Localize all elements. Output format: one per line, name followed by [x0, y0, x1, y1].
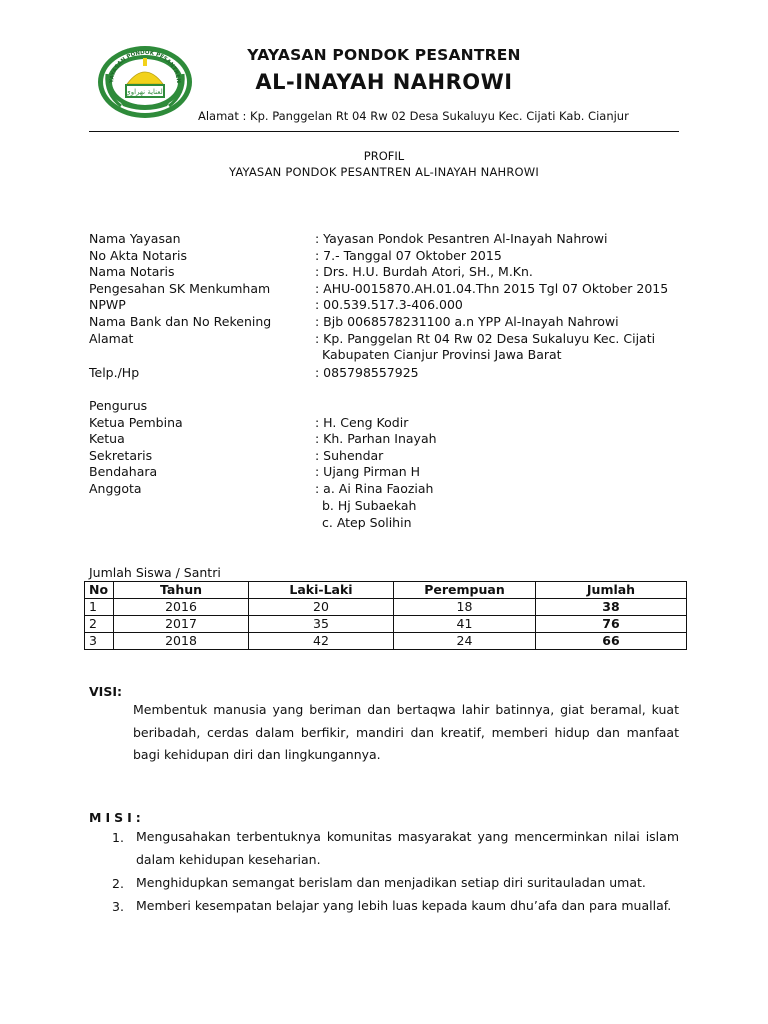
letterhead-line1: YAYASAN PONDOK PESANTREN	[247, 46, 521, 64]
info-value: : Drs. H.U. Burdah Atori, SH., M.Kn.	[315, 264, 533, 279]
mission-number: 2.	[112, 876, 124, 891]
mission-item: Mengusahakan terbentuknya komunitas masyarakat yang mencerminkan nilai islam dalam kehidupan keseharian.	[136, 829, 679, 867]
info-value: : AHU-0015870.AH.01.04.Thn 2015 Tgl 07 Oktober 2015	[315, 281, 669, 296]
table-cell: 35	[249, 616, 394, 633]
info-value: : 7.- Tanggal 07 Oktober 2015	[315, 248, 502, 263]
mission-heading: MISI:	[89, 810, 145, 825]
table-header-cell: Tahun	[114, 582, 249, 599]
info-label: Pengesahan SK Menkumham	[89, 281, 271, 296]
board-label: Ketua Pembina	[89, 415, 183, 430]
logo-emblem-icon	[97, 44, 193, 120]
table-header-cell: Jumlah	[536, 582, 687, 599]
table-cell: 38	[536, 599, 687, 616]
table-cell: 66	[536, 633, 687, 650]
student-count-table	[84, 581, 687, 650]
board-heading: Pengurus	[89, 398, 148, 413]
info-label: Telp./Hp	[89, 365, 140, 380]
board-value: : Suhendar	[315, 448, 384, 463]
table-row	[85, 616, 687, 633]
info-value: : 00.539.517.3-406.000	[315, 297, 463, 312]
logo-arabic-text: العناية نهراوي	[125, 88, 165, 96]
info-value-continued: Kabupaten Cianjur Provinsi Jawa Barat	[322, 347, 562, 362]
board-label: Anggota	[89, 481, 142, 496]
table-header-row	[85, 582, 687, 599]
board-label: Bendahara	[89, 464, 158, 479]
info-value: : Yayasan Pondok Pesantren Al-Inayah Nahrowi	[315, 231, 608, 246]
info-label: Alamat	[89, 331, 134, 346]
mission-item: Menghidupkan semangat berislam dan menjadikan setiap diri suritauladan umat.	[136, 875, 646, 890]
table-cell: 18	[394, 599, 536, 616]
table-cell: 24	[394, 633, 536, 650]
vision-heading: VISI:	[89, 684, 122, 699]
info-value: : Bjb 0068578231100 a.n YPP Al-Inayah Nahrowi	[315, 314, 619, 329]
board-value-continued: c. Atep Solihin	[322, 515, 412, 530]
mission-number: 1.	[112, 830, 124, 845]
info-value: : 085798557925	[315, 365, 419, 380]
info-label: Nama Notaris	[89, 264, 175, 279]
vision-text: Membentuk manusia yang beriman dan bertaqwa lahir batinnya, giat beramal, kuat beribadah, cerdas dalam berfikir, mandiri dan kreatif, memberi hidup dan manfaat bagi kehidupan diri dan lingkungannya.	[133, 702, 679, 762]
table-cell: 2017	[114, 616, 249, 633]
info-value: : Kp. Panggelan Rt 04 Rw 02 Desa Sukaluyu Kec. Cijati	[315, 331, 656, 346]
letterhead-divider	[89, 131, 679, 132]
table-cell: 2018	[114, 633, 249, 650]
board-value: : Ujang Pirman H	[315, 464, 421, 479]
table-cell: 41	[394, 616, 536, 633]
table-cell: 42	[249, 633, 394, 650]
info-label: Nama Bank dan No Rekening	[89, 314, 272, 329]
profile-subtitle: YAYASAN PONDOK PESANTREN AL-INAYAH NAHROWI	[229, 165, 539, 179]
mission-item: Memberi kesempatan belajar yang lebih luas kepada kaum dhu’afa dan para muallaf.	[136, 898, 672, 913]
board-value: : Kh. Parhan Inayah	[315, 431, 437, 446]
table-cell: 20	[249, 599, 394, 616]
letterhead-line2: AL-INAYAH NAHROWI	[255, 70, 513, 94]
table-cell: 1	[85, 599, 114, 616]
table-header-cell: No	[85, 582, 114, 599]
table-row	[85, 599, 687, 616]
table-header-cell: Laki-Laki	[249, 582, 394, 599]
info-label: Nama Yayasan	[89, 231, 181, 246]
table-header-cell: Perempuan	[394, 582, 536, 599]
table-cell: 76	[536, 616, 687, 633]
mission-number: 3.	[112, 899, 124, 914]
board-label: Sekretaris	[89, 448, 153, 463]
info-label: NPWP	[89, 297, 126, 312]
letterhead-address: Alamat : Kp. Panggelan Rt 04 Rw 02 Desa Sukaluyu Kec. Cijati Kab. Cianjur	[198, 109, 629, 123]
info-label: No Akta Notaris	[89, 248, 187, 263]
board-value: : a. Ai Rina Faoziah	[315, 481, 434, 496]
table-caption: Jumlah Siswa / Santri	[89, 565, 221, 580]
table-cell: 3	[85, 633, 114, 650]
board-value: : H. Ceng Kodir	[315, 415, 409, 430]
table-row	[85, 633, 687, 650]
board-label: Ketua	[89, 431, 125, 446]
board-value-continued: b. Hj Subaekah	[322, 498, 417, 513]
foundation-logo	[97, 44, 193, 120]
profile-title: PROFIL	[363, 149, 405, 163]
logo-ring-text: YAYASAN PONDOK PESANTREN	[108, 49, 182, 84]
table-cell: 2016	[114, 599, 249, 616]
table-cell: 2	[85, 616, 114, 633]
